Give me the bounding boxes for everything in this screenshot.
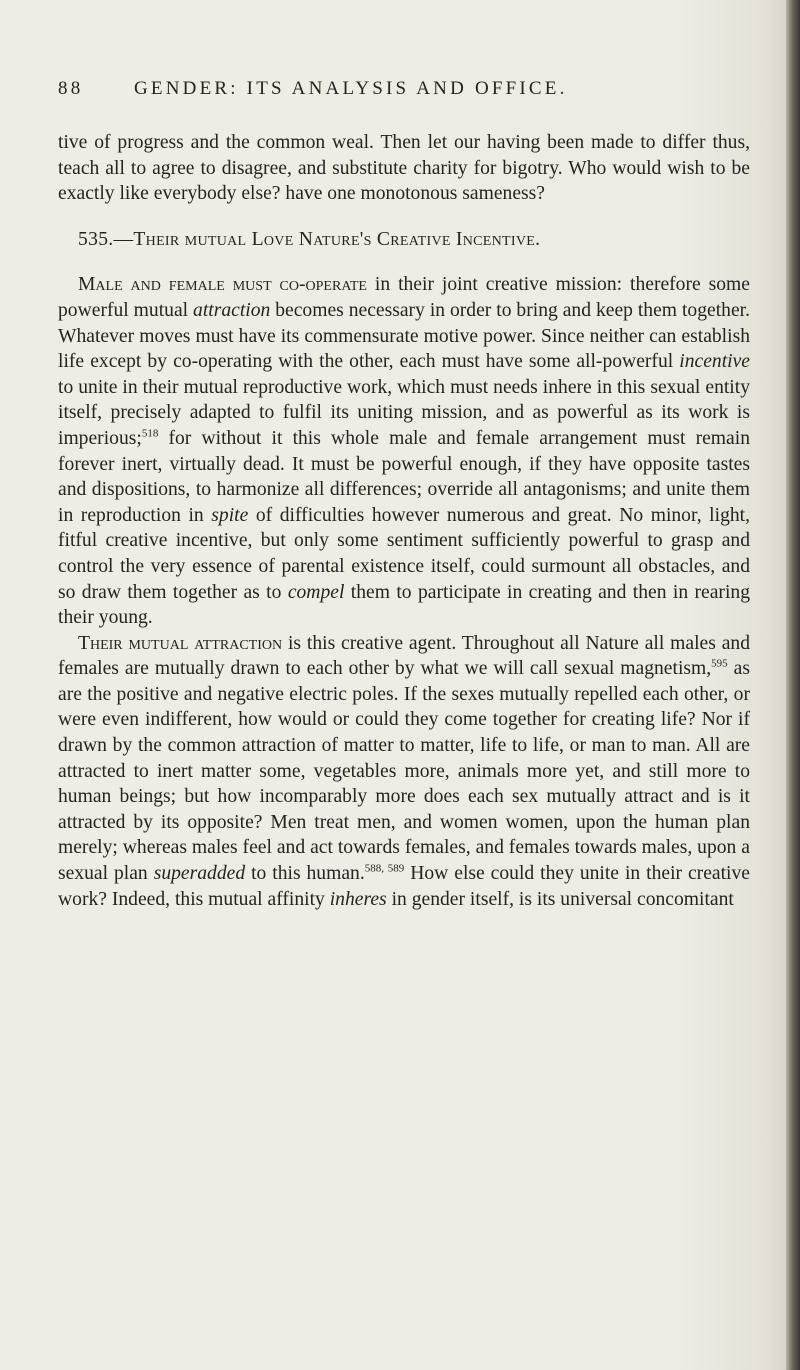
page-number: 88	[58, 78, 84, 99]
section-number: 535.—	[78, 228, 134, 250]
footnote-ref: 518	[141, 427, 159, 440]
running-title: GENDER: ITS ANALYSIS AND OFFICE.	[134, 78, 568, 99]
paragraph-1-text: becomes necessary in order to bring and keep them together. Whatever moves must have its commensurate motive power. Since neither can establish life except by co-operating with the other, each must have some all-powerful	[58, 299, 750, 373]
footnote-ref: 595	[711, 657, 728, 670]
paragraph-2-text: How else could they unite in their creative work? Indeed, this mutual affinity	[58, 863, 750, 910]
paragraph-2-text: as are the positive and negative electric poles. If the sexes mutually repelled each other, or were even indifferent, how would or could they come together for creating life? Nor if drawn by the common attraction of matter to matter, life to life, or man to man. All are attracted to inert matter some, vegetables more, animals more yet, and still more to human beings; but how incomparably more does each sex mutually attract and is it attracted by its opposite? Men treat men, and women women, upon the human plan merely; whereas males feel and act towards females, and females towards males, upon a sexual plan	[58, 658, 750, 885]
paragraph-1-text: them to participate in creating and then in rearing their young.	[58, 581, 750, 629]
section-title: Their mutual Love Nature's Creative Incentive.	[133, 228, 541, 250]
emphasis-compel: compel	[287, 581, 345, 603]
paragraph-1-text: for without it this whole male and female arrangement must remain forever inert, virtually dead. It must be powerful enough, if they have opposite tastes and dispositions, to harmonize all differences; override all antagonisms; and unite them in reproduction in	[58, 427, 750, 526]
body-text	[58, 130, 750, 912]
paragraph-1-text: of difficulties however numerous and great. No minor, light, fitful creative incentive, but only some sentiment sufficiently powerful to grasp and control the very essence of parental existence itself, could surmount all obstacles, and so draw them together as to	[58, 504, 751, 603]
paragraph-2-text: in gender itself, is its universal concomitant	[386, 888, 734, 910]
paragraph-continued-text: tive of progress and the common weal. Then let our having been made to differ thus, teach all to agree to disagree, and substitute charity for bigotry. Who would wish to be exactly like everybody else? have one monotonous sameness?	[58, 132, 750, 205]
running-header	[58, 78, 738, 108]
paragraph-2-text: to this human.	[245, 863, 365, 885]
paragraph-2	[58, 631, 750, 913]
paragraph-1	[58, 272, 750, 630]
emphasis-spite: spite	[211, 504, 249, 526]
paragraph-2-lead: Their mutual attraction	[78, 632, 283, 654]
paragraph-2-text: is this creative agent. Throughout all Nature all males and females are mutually drawn to each other by what we will call sexual magnetism,	[58, 632, 750, 680]
paragraph-1-lead: Male and female must co-operate	[78, 274, 367, 296]
emphasis-attraction: attraction	[193, 299, 271, 321]
paragraph-1-text: in their joint creative mission: therefore some powerful mutual	[58, 274, 750, 321]
paragraph-continued	[58, 130, 750, 207]
paragraph-1-text: to unite in their mutual reproductive work, which must needs inhere in this sexual entity itself, precisely adapted to fulfil its uniting mission, and as powerful as its work is imperious;	[58, 376, 750, 449]
emphasis-inheres: inheres	[329, 888, 387, 910]
emphasis-superadded: superadded	[153, 863, 246, 885]
footnote-ref: 588, 589	[364, 862, 405, 875]
page-edge-shadow	[786, 0, 800, 1370]
section-heading	[58, 227, 750, 253]
emphasis-incentive: incentive	[679, 351, 750, 373]
